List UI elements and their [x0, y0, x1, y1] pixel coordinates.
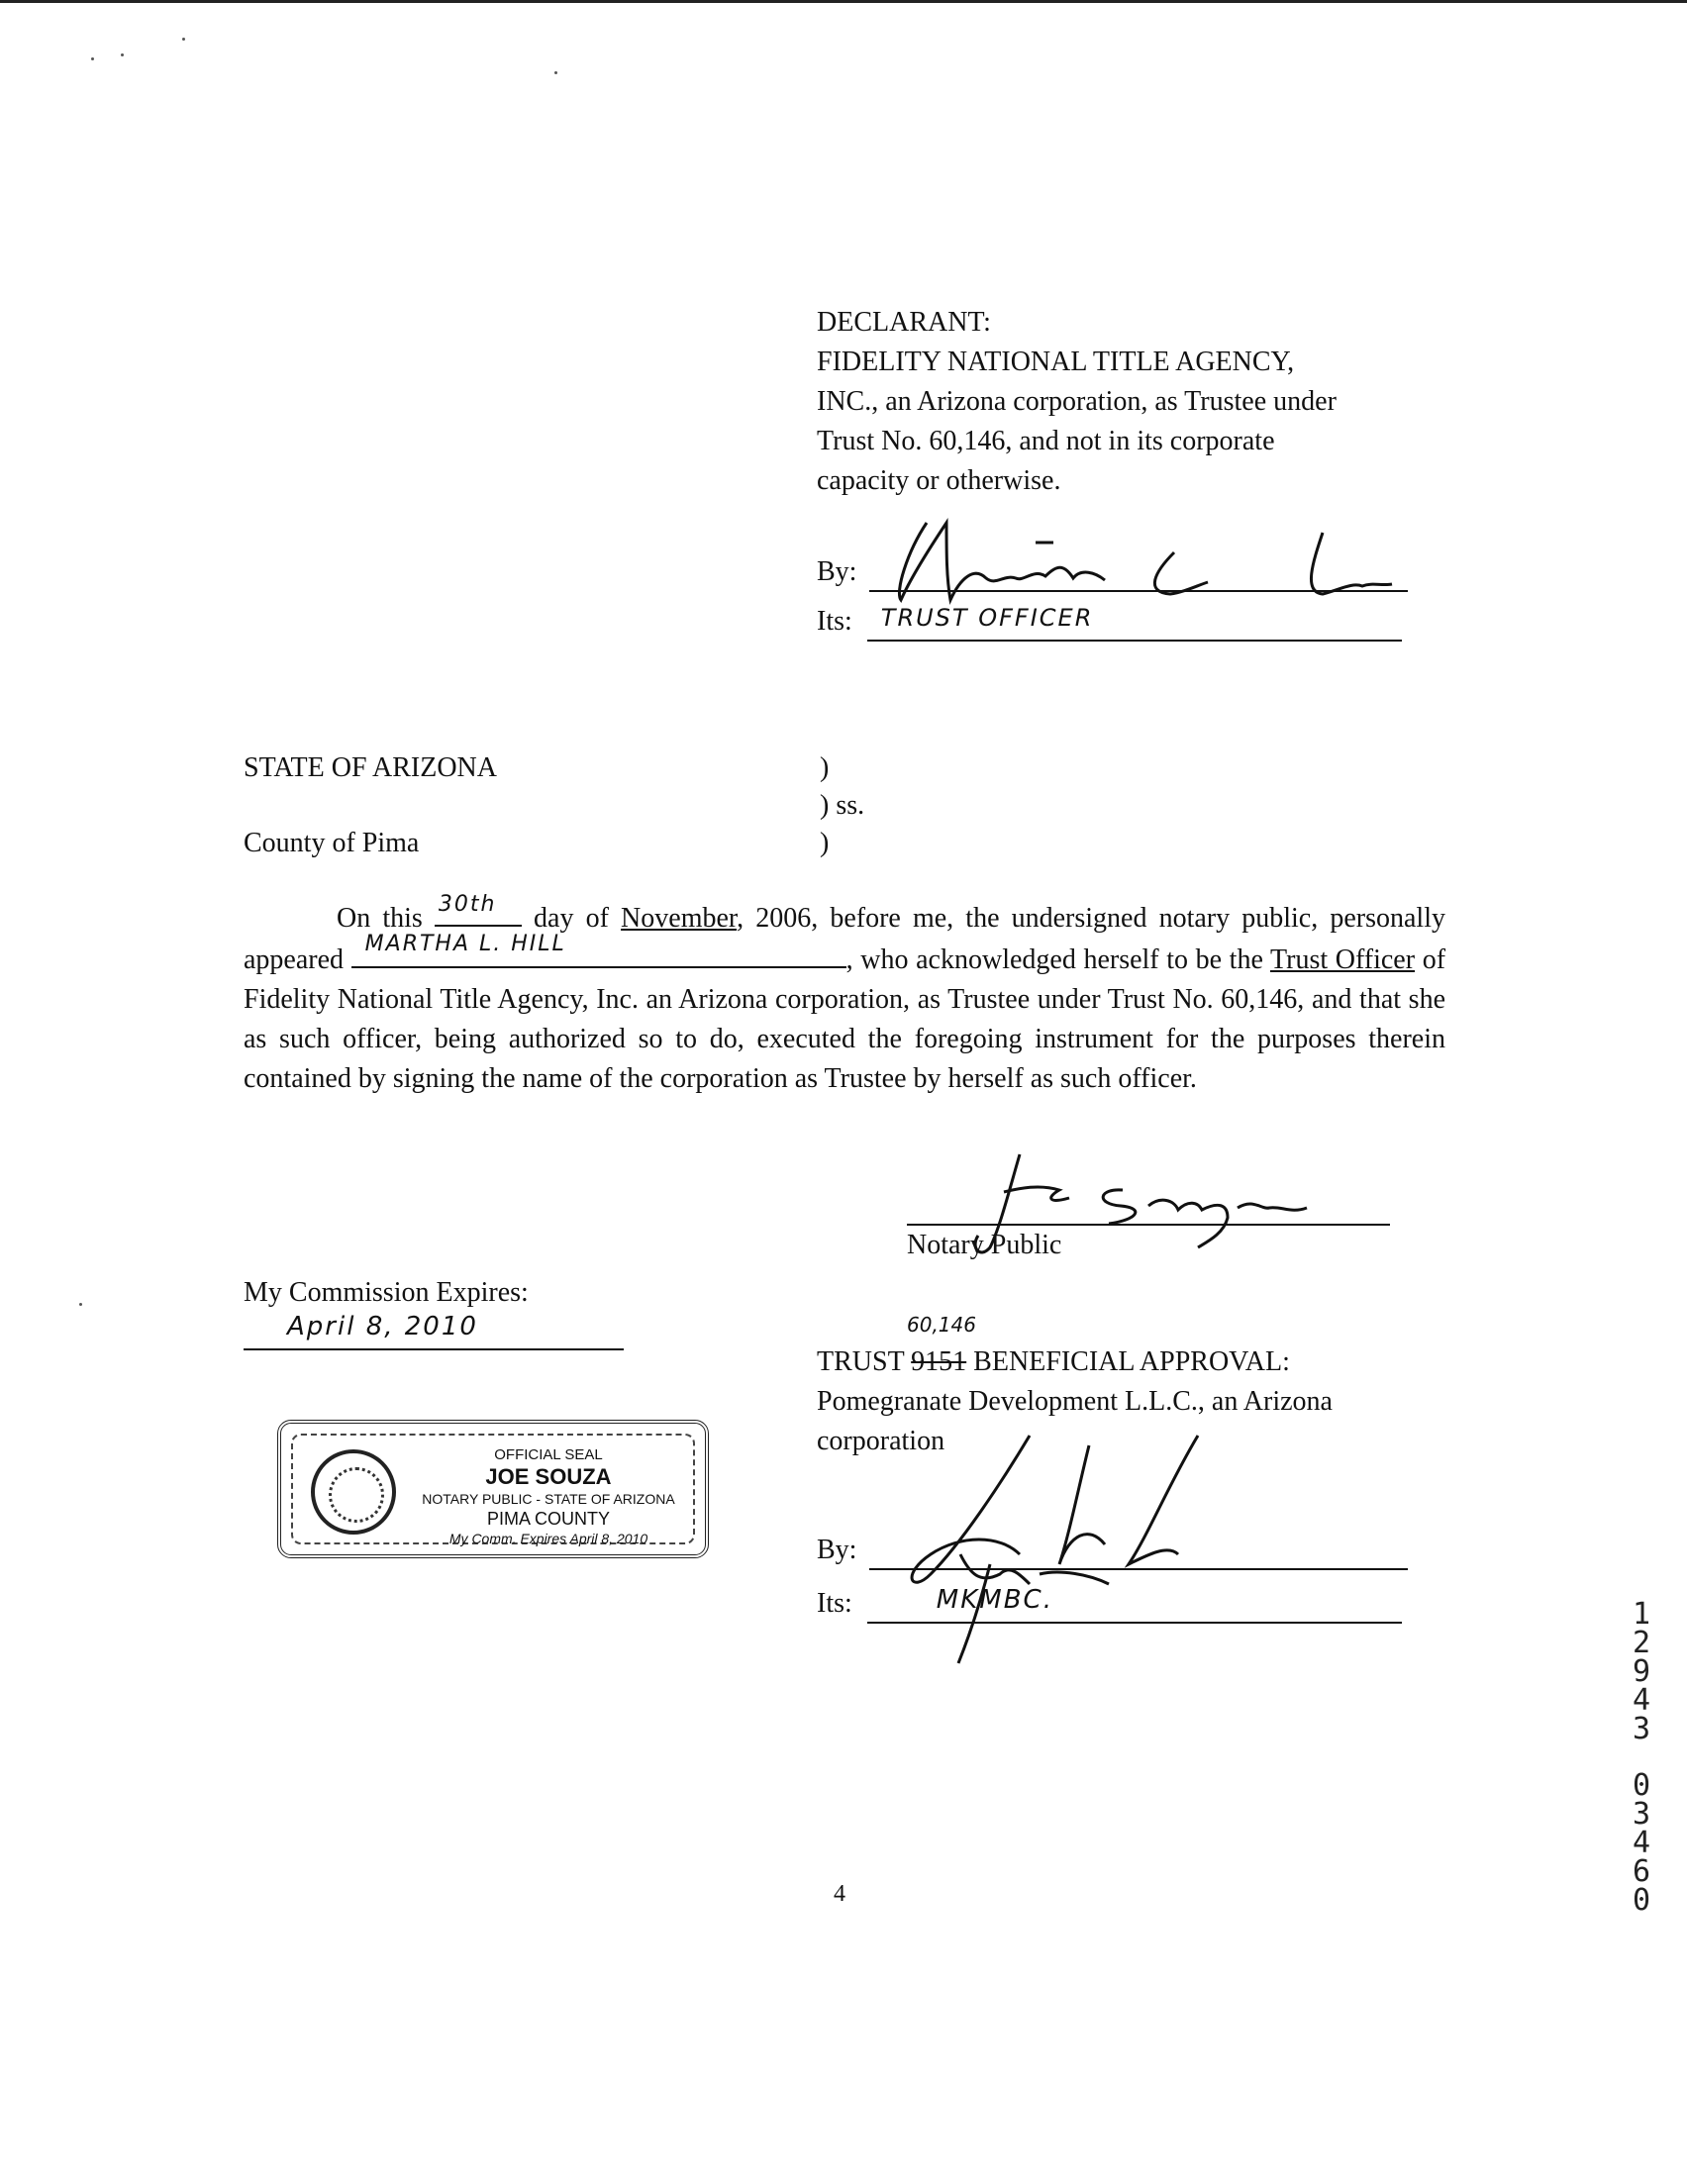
venue-block	[244, 748, 865, 861]
seal-line: NOTARY PUBLIC - STATE OF ARIZONA	[422, 1491, 675, 1507]
month-value: November	[621, 903, 738, 934]
commission-block	[244, 1273, 624, 1350]
declarant-line: Trust No. 60,146, and not in its corporate	[817, 426, 1275, 456]
declarant-line: capacity or otherwise.	[817, 465, 1061, 496]
seal-expiry: My Comm. Expires April 8, 2010	[448, 1531, 648, 1546]
notary-signature-line	[907, 1192, 1390, 1226]
scan-speck	[182, 38, 185, 41]
official-seal	[277, 1420, 709, 1558]
commission-date-line	[244, 1313, 624, 1350]
declarant-signature	[887, 483, 1402, 612]
day-blank	[435, 892, 522, 927]
commission-label: My Commission Expires:	[244, 1277, 529, 1308]
by-label: By:	[817, 1535, 857, 1565]
seal-line: PIMA COUNTY	[486, 1509, 610, 1529]
commission-date: April 8, 2010	[287, 1312, 478, 1341]
page-number: 4	[834, 1881, 845, 1907]
notary-label: Notary Public	[907, 1230, 1062, 1260]
day-handwritten: 30th	[438, 892, 497, 917]
venue-county: County of Pima	[244, 828, 420, 858]
its-label: Its:	[817, 1588, 852, 1619]
trust-approval-heading: TRUST 9151 BENEFICIAL APPROVAL:	[817, 1346, 1290, 1377]
venue-paren: )	[820, 752, 830, 783]
struck-trust-number: 9151	[911, 1346, 967, 1377]
top-border-line	[0, 0, 1687, 3]
declarant-line: FIDELITY NATIONAL TITLE AGENCY,	[817, 347, 1295, 377]
appeared-name: MARTHA L. HILL	[364, 932, 566, 956]
seal-name: JOE SOUZA	[485, 1464, 612, 1489]
seal-line: OFFICIAL SEAL	[494, 1446, 603, 1463]
trust-approval-line: corporation	[817, 1426, 945, 1456]
venue-state-row	[244, 748, 830, 786]
scan-speck	[121, 53, 124, 56]
venue-paren: )	[820, 828, 830, 858]
seal-text	[400, 1445, 697, 1548]
venue-ss: ) ss.	[820, 790, 865, 821]
by-label: By:	[817, 556, 857, 587]
venue-state: STATE OF ARIZONA	[244, 752, 497, 783]
its-label: Its:	[817, 606, 852, 637]
notary-block	[907, 1192, 1390, 1265]
trust-number-handwritten: 60,146	[907, 1313, 976, 1337]
scan-speck	[79, 1303, 82, 1306]
declarant-line: INC., an Arizona corporation, as Trustee under	[817, 386, 1337, 417]
name-blank	[351, 932, 846, 968]
venue-county-row	[244, 824, 830, 861]
venue-ss-row	[244, 786, 865, 824]
recording-number-stamp: 1 2 9 4 3 0 3 4 6 0	[1632, 1597, 1651, 1918]
declarant-its-value: TRUST OFFICER	[880, 604, 1094, 632]
acknowledgment-paragraph: On this 30th day of November, 2006, before me, the undersigned notary public, personally appeared MARTHA L. HILL , who acknowledged herself to be the Trust Officer of Fidelity National Title Agency, Inc. an Arizona corporation, as Trustee under Trust No. 60,146, and that she as such officer, being authorized so to do, executed the foregoing instrument for the purposes therein contained by signing the name of the corporation as Trustee by herself as such officer.	[244, 897, 1445, 1099]
trust-signature	[871, 1426, 1228, 1673]
seal-emblem-icon	[311, 1449, 396, 1535]
declarant-heading: DECLARANT:	[817, 307, 991, 338]
scan-speck	[554, 71, 557, 74]
officer-title: Trust Officer	[1270, 944, 1416, 975]
trust-approval-line: Pomegranate Development L.L.C., an Arizona	[817, 1386, 1333, 1417]
scan-speck	[91, 57, 94, 60]
trust-its-value: MKMBC.	[936, 1585, 1053, 1615]
